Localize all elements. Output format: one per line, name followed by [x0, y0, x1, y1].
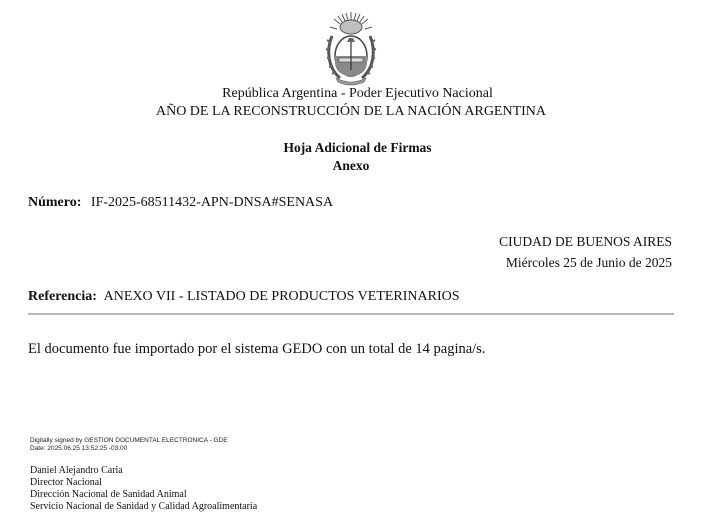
argentina-coat-of-arms-icon [322, 10, 380, 88]
numero-label: Número: [28, 195, 82, 210]
digital-signature-stamp [30, 437, 228, 452]
digital-signature-date: Date: 2025.06.25 13:52:25 -03:00 [30, 444, 128, 452]
signer-organization: Servicio Nacional de Sanidad y Calidad Agroalimentaria [30, 501, 258, 512]
digital-signature-signed-by: Digitally signed by GESTION DOCUMENTAL ELECTRONICA - GDE [30, 437, 228, 444]
header-year-motto: AÑO DE LA RECONSTRUCCIÓN DE LA NACIÓN ARGENTINA [155, 104, 547, 119]
document-reference [28, 289, 460, 305]
signer-office: Dirección Nacional de Sanidad Animal [30, 489, 187, 500]
referencia-value: ANEXO VII - LISTADO DE PRODUCTOS VETERINARIOS [103, 289, 460, 304]
document-subtitle: Anexo [332, 158, 370, 173]
signer-name: Daniel Alejandro Caria [30, 465, 123, 476]
document-city: CIUDAD DE BUENOS AIRES [499, 234, 672, 249]
referencia-label: Referencia: [28, 289, 97, 304]
document-date: Miércoles 25 de Junio de 2025 [505, 255, 672, 270]
signer-block [30, 465, 257, 513]
signer-position: Director Nacional [30, 477, 102, 488]
section-divider [28, 313, 674, 315]
document-title: Hoja Adicional de Firmas [283, 140, 432, 155]
header-government-name: República Argentina - Poder Ejecutivo Nacional [222, 86, 493, 101]
document-body-text: El documento fue importado por el sistema GEDO con un total de 14 pagina/s. [28, 341, 486, 357]
document-number [28, 195, 333, 211]
numero-value: IF-2025-68511432-APN-DNSA#SENASA [90, 195, 334, 210]
